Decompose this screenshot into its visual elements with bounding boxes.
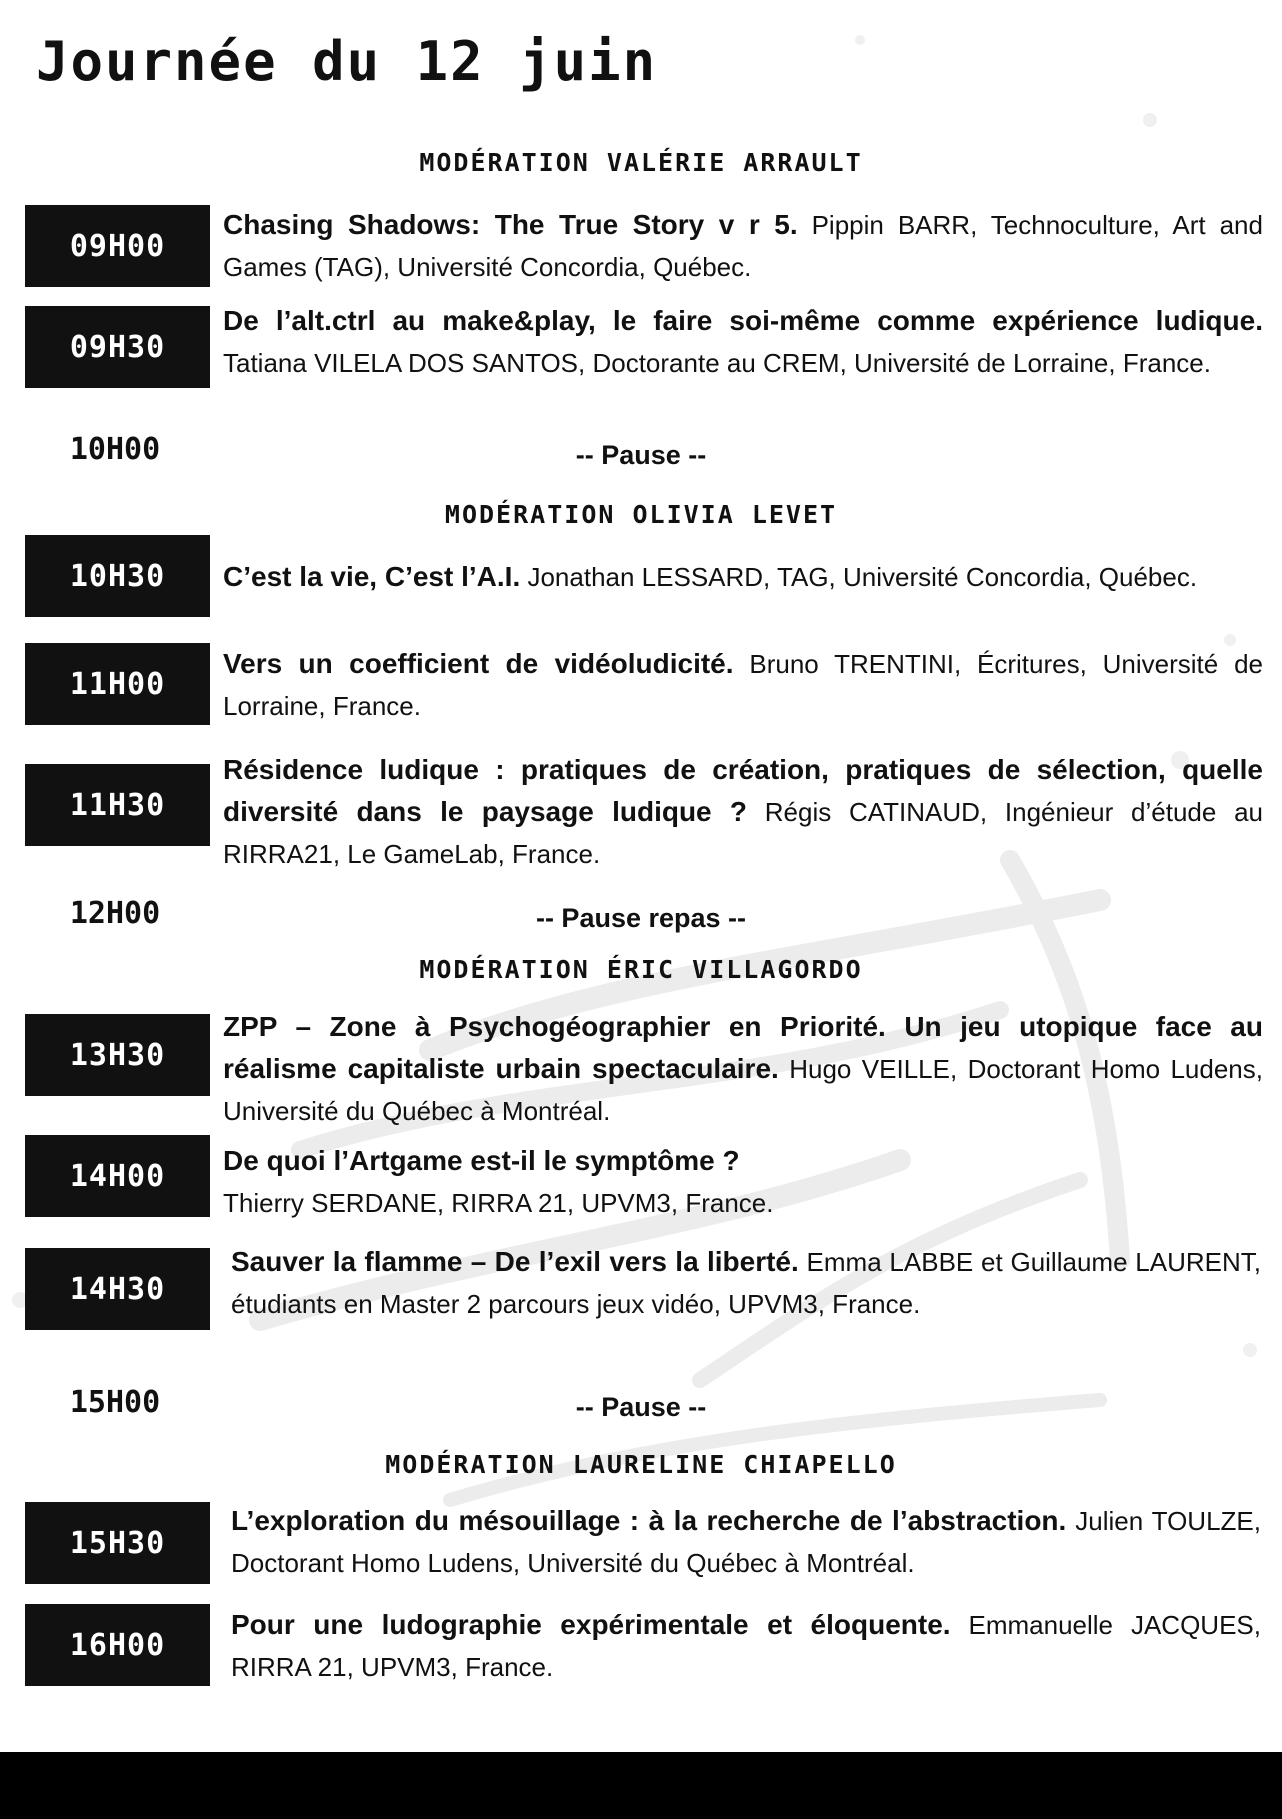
talk-authors: Emma LABBE et Guillaume LAURENT, étudiants en Master 2 parcours jeux vidéo, UPVM3, France. xyxy=(231,1247,1261,1319)
talk-entry xyxy=(223,1006,1263,1132)
talk-title: Pour une ludographie expérimentale et éloquente. xyxy=(231,1609,951,1640)
talk-authors: Bruno TRENTINI, Écritures, Université de Lorraine, France. xyxy=(223,649,1263,721)
talk-title: ZPP – Zone à Psychogéographier en Priorité. Un jeu utopique face au réalisme capitaliste urbain spectaculaire. xyxy=(223,1011,1263,1084)
pause-label: -- Pause repas -- xyxy=(535,903,747,933)
talk-authors: Emmanuelle JACQUES, RIRRA 21, UPVM3, France. xyxy=(231,1610,1261,1682)
talk-entry xyxy=(223,643,1263,727)
talk-entry xyxy=(223,1140,1263,1224)
time-badge: 16H00 xyxy=(25,1604,210,1686)
talk-title: C’est la vie, C’est l’A.I. xyxy=(223,561,521,592)
time-badge: 11H00 xyxy=(25,643,210,725)
talk-authors: Hugo VEILLE, Doctorant Homo Ludens, Université du Québec à Montréal. xyxy=(223,1054,1263,1126)
page-title: Journée du 12 juin xyxy=(36,30,658,93)
moderation-heading: MODÉRATION OLIVIA LEVET xyxy=(444,500,838,529)
talk-authors: Régis CATINAUD, Ingénieur d’étude au RIRRA21, Le GameLab, France. xyxy=(223,797,1263,869)
talk-authors: Julien TOULZE, Doctorant Homo Ludens, Université du Québec à Montréal. xyxy=(231,1506,1261,1578)
moderation-heading: MODÉRATION ÉRIC VILLAGORDO xyxy=(419,955,863,984)
talk-entry xyxy=(231,1604,1261,1688)
moderation-heading: MODÉRATION LAURELINE CHIAPELLO xyxy=(385,1450,897,1479)
time-badge: 15H30 xyxy=(25,1502,210,1584)
talk-title: Sauver la flamme – De l’exil vers la liberté. xyxy=(231,1246,799,1277)
time-badge: 10H30 xyxy=(25,535,210,617)
pause-label: -- Pause -- xyxy=(575,440,707,470)
talk-authors: Tatiana VILELA DOS SANTOS, Doctorante au CREM, Université de Lorraine, France. xyxy=(223,348,1211,378)
talk-title: De quoi l’Artgame est-il le symptôme ? xyxy=(223,1145,740,1176)
talk-entry xyxy=(231,1241,1261,1325)
talk-entry xyxy=(223,204,1263,288)
talk-title: Résidence ludique : pratiques de création, pratiques de sélection, quelle diversité dans le paysage ludique ? xyxy=(223,754,1263,827)
pause-label: -- Pause -- xyxy=(575,1392,707,1422)
talk-entry xyxy=(223,300,1263,384)
talk-authors: Pippin BARR, Technoculture, Art and Games (TAG), Université Concordia, Québec. xyxy=(223,210,1263,282)
talk-authors: Jonathan LESSARD, TAG, Université Concordia, Québec. xyxy=(527,562,1198,592)
talk-title: Chasing Shadows: The True Story v r 5. xyxy=(223,209,798,240)
talk-authors: Thierry SERDANE, RIRRA 21, UPVM3, France. xyxy=(223,1188,774,1218)
talk-title: De l’alt.ctrl au make&play, le faire soi-même comme expérience ludique. xyxy=(223,305,1263,336)
time-badge: 09H00 xyxy=(25,205,210,287)
time-label: 12H00 xyxy=(69,896,161,931)
time-badge: 14H00 xyxy=(25,1135,210,1217)
time-label: 10H00 xyxy=(69,432,161,467)
time-badge: 13H30 xyxy=(25,1014,210,1096)
time-badge: 14H30 xyxy=(25,1248,210,1330)
time-badge: 11H30 xyxy=(25,764,210,846)
moderation-heading: MODÉRATION VALÉRIE ARRAULT xyxy=(419,148,863,177)
talk-entry xyxy=(223,749,1263,875)
talk-entry xyxy=(231,1500,1261,1584)
time-badge: 09H30 xyxy=(25,306,210,388)
time-label: 15H00 xyxy=(69,1385,161,1420)
talk-title: L’exploration du mésouillage : à la recherche de l’abstraction. xyxy=(231,1505,1067,1536)
talk-entry xyxy=(223,556,1263,598)
talk-title: Vers un coefficient de vidéoludicité. xyxy=(223,648,734,679)
footer-bar xyxy=(0,1752,1282,1819)
